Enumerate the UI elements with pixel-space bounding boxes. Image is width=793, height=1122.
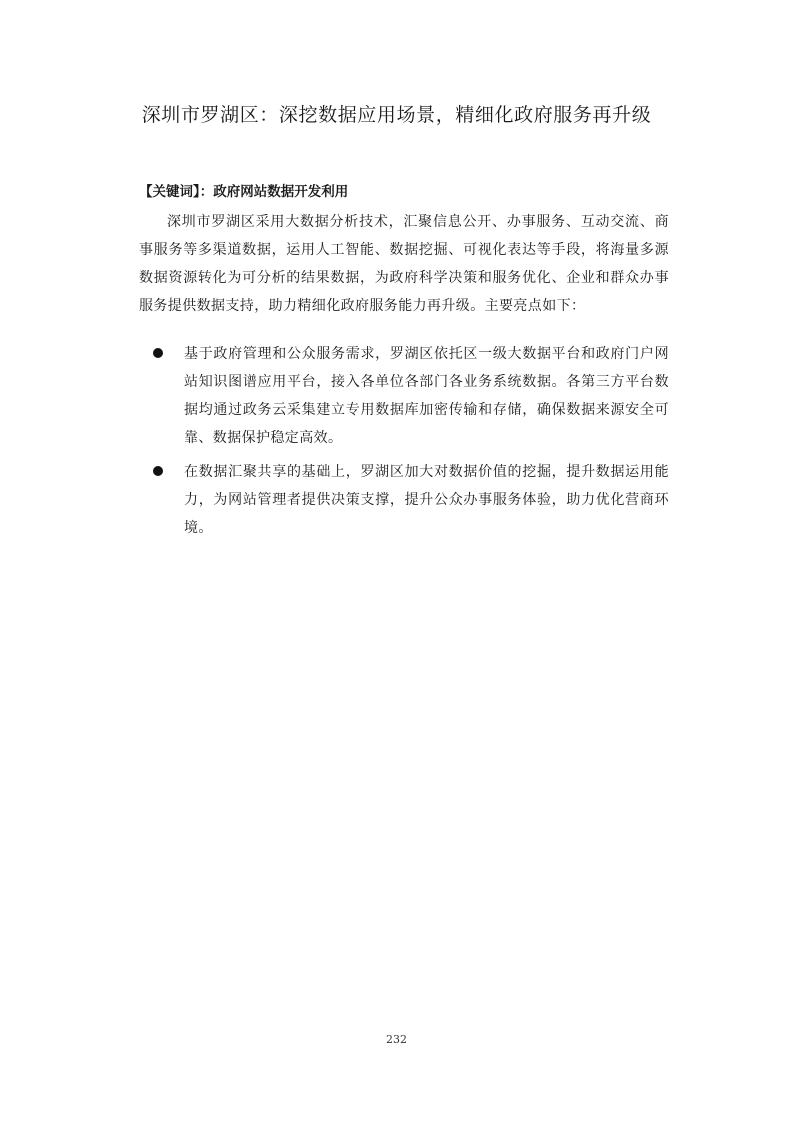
- page-title: 深圳市罗湖区：深挖数据应用场景，精细化政府服务再升级: [141, 104, 652, 126]
- intro-paragraph: 深圳市罗湖区采用大数据分析技术，汇聚信息公开、办事服务、互动交流、商事服务等多渠道数据，运用人工智能、数据挖掘、可视化表达等手段，将海量多源数据资源转化为可分析的结果数据，为政府科学决策和服务优化、企业和群众办事服务提供数据支持，助力精细化政府服务能力再升级。主要亮点如下：: [139, 214, 669, 314]
- page-number: 232: [386, 1033, 407, 1046]
- bullet-icon: [153, 348, 163, 358]
- bullet-icon: [153, 466, 163, 476]
- list-item-text: 基于政府管理和公众服务需求，罗湖区依托区一级大数据平台和政府门户网站知识图谱应用平台，接入各单位各部门各业务系统数据。各第三方平台数据均通过政务云采集建立专用数据库加密传输和存储，确保数据来源安全可靠、数据保护稳定高效。: [184, 346, 669, 446]
- list-item: [139, 458, 669, 542]
- keywords-line: 【关键词】：政府网站数据开发利用: [139, 184, 349, 200]
- list-item-text: 在数据汇聚共享的基础上，罗湖区加大对数据价值的挖掘，提升数据运用能力，为网站管理者提供决策支撑，提升公众办事服务体验，助力优化营商环境。: [184, 464, 669, 536]
- highlights-list: [139, 340, 669, 548]
- list-item: [139, 340, 669, 452]
